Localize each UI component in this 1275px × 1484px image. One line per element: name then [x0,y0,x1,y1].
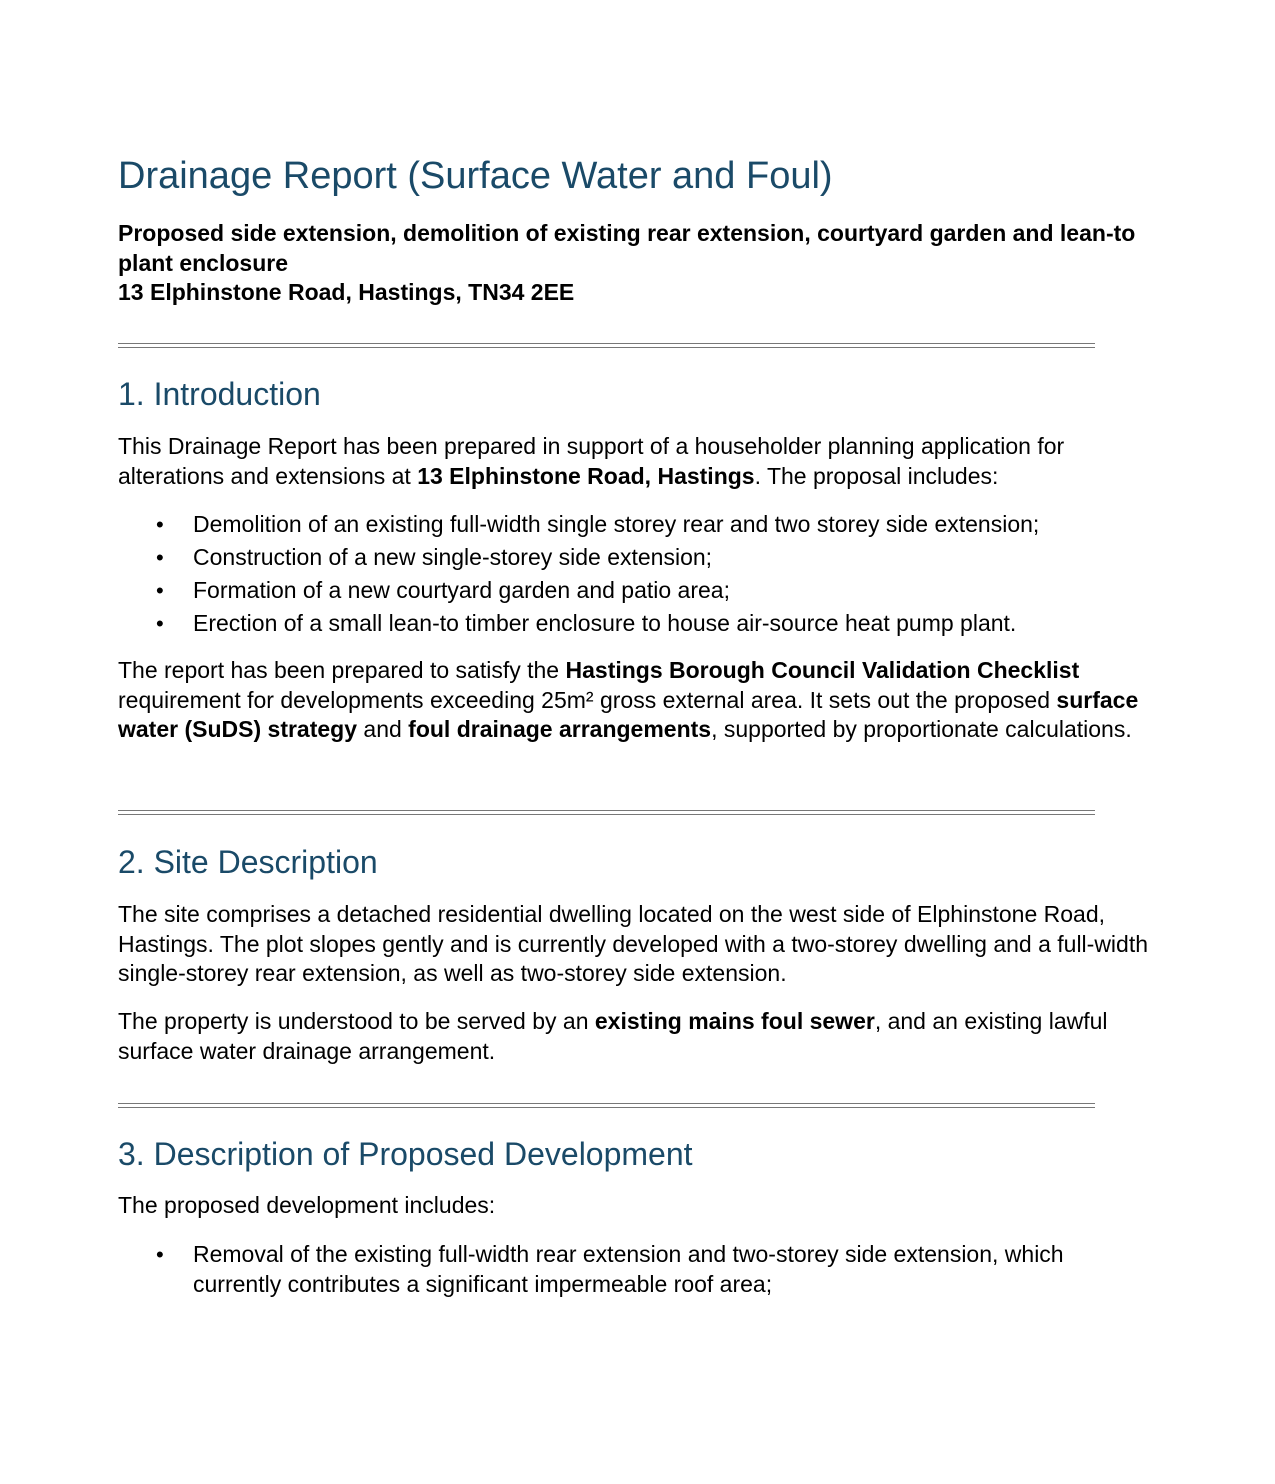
subtitle-address: 13 Elphinstone Road, Hastings, TN34 2EE [118,279,575,305]
development-list [118,1240,1158,1303]
list-item [118,510,1158,540]
divider [118,810,1095,815]
text-run: , and an existing lawful surface water drainage arrangement. [118,1008,1108,1064]
bold-run: Hastings Borough Council Validation Checklist [565,657,1080,683]
site-paragraph: The site comprises a detached residential dwelling located on the west side of Elphinstone Road, Hastings. The plot slopes gently and is currently developed with a two-storey dwelling and a full-width single-storey rear extension, as well as two-storey side extension. [118,901,1149,986]
list-item [118,576,1158,606]
text-run: This Drainage Report has been prepared in support of a householder planning application for alterations and extensions at [118,433,1065,489]
sewer-paragraph [118,1007,1158,1066]
closing-paragraph [118,656,1158,745]
divider [118,1103,1095,1108]
text-run: . The proposal includes: [754,462,999,489]
text-run: The report has been prepared to satisfy the [118,657,566,683]
development-intro: The proposed development includes: [118,1192,496,1218]
bold-run: surface water (SuDS) strategy [118,686,1139,742]
document-subtitle [118,219,1158,308]
bullet-icon: • [156,512,164,537]
bold-run: foul drainage arrangements [408,716,712,742]
list-item-text: Removal of the existing full-width rear extension and two-storey side extension, which currently contributes a significant impermeable roof area; [193,1241,1064,1297]
list-item-text: Formation of a new courtyard garden and patio area; [193,577,730,603]
bullet-icon: • [156,611,164,636]
list-item-text: Construction of a new single-storey side extension; [193,544,713,570]
subtitle-project: Proposed side extension, demolition of existing rear extension, courtyard garden and lean-to plant enclosure [118,220,1136,276]
list-item-text: Demolition of an existing full-width single storey rear and two storey side extension; [193,511,1040,537]
section-heading-site-description: 2. Site Description [118,844,378,880]
text-run: , supported by proportionate calculations. [711,716,1132,742]
document-title: Drainage Report (Surface Water and Foul) [118,155,833,197]
list-item [118,609,1158,639]
list-item-text: Erection of a small lean-to timber enclosure to house air-source heat pump plant. [193,610,1017,636]
bullet-icon: • [156,1242,164,1267]
bold-run: 13 Elphinstone Road, Hastings [417,462,755,489]
section-heading-introduction: 1. Introduction [118,376,321,412]
text-run: and [357,716,409,742]
text-run: The property is understood to be served by an [118,1008,595,1034]
list-item [118,543,1158,573]
intro-paragraph [118,432,1158,491]
section-heading-proposed-development: 3. Description of Proposed Development [118,1136,693,1172]
divider [118,343,1095,348]
bullet-icon: • [156,545,164,570]
bold-run: existing mains foul sewer [594,1008,875,1034]
bullet-icon: • [156,578,164,603]
list-item [118,1240,1158,1299]
proposal-list [118,510,1158,642]
text-run: requirement for developments exceeding 25m² gross external area. It sets out the proposed [118,686,1057,713]
